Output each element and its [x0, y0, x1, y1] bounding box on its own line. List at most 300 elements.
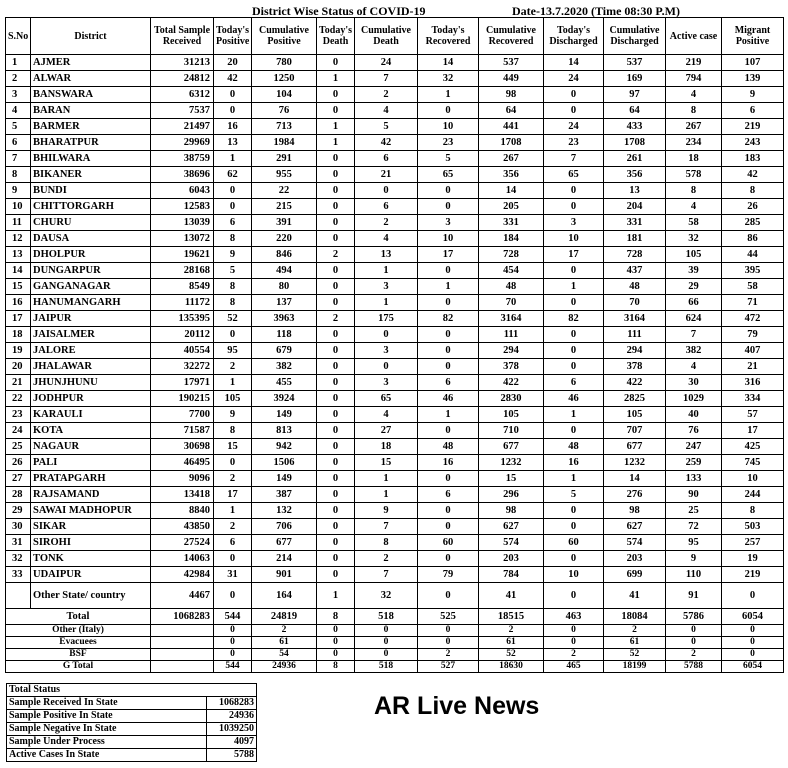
value-cell: 0	[544, 87, 604, 103]
serial-cell: 14	[6, 263, 31, 279]
value-cell: 574	[604, 535, 666, 551]
totals-label-cell: Total	[6, 609, 151, 625]
value-cell: 378	[479, 359, 544, 375]
value-cell: 15	[479, 471, 544, 487]
status-row	[7, 710, 257, 723]
status-value: 1039250	[207, 723, 257, 736]
value-cell: 0	[214, 583, 252, 609]
value-cell: 316	[722, 375, 784, 391]
table-row	[6, 71, 784, 87]
value-cell: 2830	[479, 391, 544, 407]
value-cell: 441	[479, 119, 544, 135]
totals-row	[6, 609, 784, 625]
table-body	[6, 55, 784, 673]
value-cell: 190215	[151, 391, 214, 407]
totals-value-cell	[151, 661, 214, 673]
value-cell: 21497	[151, 119, 214, 135]
value-cell: 65	[355, 391, 418, 407]
total-status-title: Total Status	[7, 684, 257, 697]
value-cell: 244	[722, 487, 784, 503]
value-cell: 2	[214, 359, 252, 375]
value-cell: 71587	[151, 423, 214, 439]
table-row	[6, 327, 784, 343]
value-cell: 205	[479, 199, 544, 215]
totals-value-cell: 2	[604, 625, 666, 637]
value-cell: 13072	[151, 231, 214, 247]
totals-value-cell: 0	[722, 637, 784, 649]
value-cell: 422	[479, 375, 544, 391]
district-cell: BHILWARA	[31, 151, 151, 167]
value-cell: 0	[418, 503, 479, 519]
value-cell: 2	[317, 247, 355, 263]
table-row	[6, 215, 784, 231]
value-cell: 169	[604, 71, 666, 87]
value-cell: 21	[722, 359, 784, 375]
value-cell: 28168	[151, 263, 214, 279]
value-cell: 39	[666, 263, 722, 279]
value-cell: 46495	[151, 455, 214, 471]
totals-value-cell: 0	[214, 649, 252, 661]
totals-value-cell: 52	[479, 649, 544, 661]
value-cell: 22	[252, 183, 317, 199]
value-cell: 378	[604, 359, 666, 375]
value-cell: 0	[418, 471, 479, 487]
status-label: Sample Positive In State	[7, 710, 207, 723]
serial-cell: 23	[6, 407, 31, 423]
value-cell: 627	[604, 519, 666, 535]
value-cell: 149	[252, 407, 317, 423]
value-cell: 331	[479, 215, 544, 231]
totals-row	[6, 637, 784, 649]
value-cell: 7	[666, 327, 722, 343]
table-row	[6, 247, 784, 263]
table-row	[6, 567, 784, 583]
district-cell: BIKANER	[31, 167, 151, 183]
value-cell: 677	[252, 535, 317, 551]
value-cell: 19621	[151, 247, 214, 263]
value-cell: 0	[317, 87, 355, 103]
value-cell: 4	[355, 231, 418, 247]
value-cell: 574	[479, 535, 544, 551]
totals-value-cell: 0	[214, 625, 252, 637]
value-cell: 391	[252, 215, 317, 231]
value-cell: 149	[252, 471, 317, 487]
value-cell: 285	[722, 215, 784, 231]
value-cell: 0	[418, 343, 479, 359]
value-cell: 0	[418, 551, 479, 567]
value-cell: 13039	[151, 215, 214, 231]
value-cell: 203	[604, 551, 666, 567]
totals-value-cell	[151, 637, 214, 649]
value-cell: 76	[666, 423, 722, 439]
value-cell: 6312	[151, 87, 214, 103]
value-cell: 111	[604, 327, 666, 343]
value-cell: 23	[418, 135, 479, 151]
value-cell: 17	[722, 423, 784, 439]
serial-cell: 32	[6, 551, 31, 567]
table-row	[6, 439, 784, 455]
totals-row	[6, 661, 784, 673]
value-cell: 494	[252, 263, 317, 279]
serial-cell: 13	[6, 247, 31, 263]
value-cell: 2	[214, 519, 252, 535]
value-cell: 12583	[151, 199, 214, 215]
value-cell: 137	[252, 295, 317, 311]
value-cell: 0	[317, 279, 355, 295]
value-cell: 6	[355, 199, 418, 215]
value-cell: 0	[418, 583, 479, 609]
value-cell: 728	[604, 247, 666, 263]
serial-cell: 12	[6, 231, 31, 247]
value-cell: 14	[604, 471, 666, 487]
value-cell: 537	[479, 55, 544, 71]
value-cell: 0	[317, 375, 355, 391]
column-header: Cumulative Discharged	[604, 18, 666, 55]
serial-cell: 19	[6, 343, 31, 359]
value-cell: 86	[722, 231, 784, 247]
district-cell: SIKAR	[31, 519, 151, 535]
totals-value-cell: 0	[317, 649, 355, 661]
value-cell: 17	[214, 487, 252, 503]
value-cell: 16	[214, 119, 252, 135]
serial-cell: 25	[6, 439, 31, 455]
status-label: Sample Under Process	[7, 736, 207, 749]
value-cell: 98	[604, 503, 666, 519]
table-row	[6, 119, 784, 135]
value-cell: 79	[722, 327, 784, 343]
totals-value-cell: 5788	[666, 661, 722, 673]
totals-value-cell	[151, 649, 214, 661]
column-header: Today's Death	[317, 18, 355, 55]
value-cell: 454	[479, 263, 544, 279]
district-cell: SAWAI MADHOPUR	[31, 503, 151, 519]
value-cell: 175	[355, 311, 418, 327]
value-cell: 0	[418, 423, 479, 439]
value-cell: 18	[666, 151, 722, 167]
value-cell: 32272	[151, 359, 214, 375]
value-cell: 334	[722, 391, 784, 407]
value-cell: 19	[722, 551, 784, 567]
value-cell: 7	[355, 567, 418, 583]
value-cell: 48	[418, 439, 479, 455]
serial-cell: 1	[6, 55, 31, 71]
value-cell: 13	[604, 183, 666, 199]
value-cell: 0	[544, 359, 604, 375]
value-cell: 0	[418, 359, 479, 375]
table-row	[6, 551, 784, 567]
value-cell: 135395	[151, 311, 214, 327]
value-cell: 0	[355, 183, 418, 199]
column-header: Cumulative Positive	[252, 18, 317, 55]
value-cell: 503	[722, 519, 784, 535]
totals-value-cell: 0	[317, 637, 355, 649]
value-cell: 0	[418, 295, 479, 311]
value-cell: 296	[479, 487, 544, 503]
value-cell: 455	[252, 375, 317, 391]
value-cell: 58	[666, 215, 722, 231]
district-cell: BARMER	[31, 119, 151, 135]
value-cell: 32	[666, 231, 722, 247]
value-cell: 1708	[479, 135, 544, 151]
value-cell: 4	[355, 103, 418, 119]
district-cell: BANSWARA	[31, 87, 151, 103]
value-cell: 0	[317, 343, 355, 359]
value-cell: 111	[479, 327, 544, 343]
value-cell: 0	[317, 183, 355, 199]
totals-value-cell: 525	[418, 609, 479, 625]
value-cell: 9	[214, 407, 252, 423]
value-cell: 276	[604, 487, 666, 503]
value-cell: 80	[252, 279, 317, 295]
value-cell: 6	[355, 151, 418, 167]
district-cell: CHITTORGARH	[31, 199, 151, 215]
value-cell: 259	[666, 455, 722, 471]
value-cell: 1	[544, 407, 604, 423]
totals-value-cell: 24819	[252, 609, 317, 625]
district-cell: JAISALMER	[31, 327, 151, 343]
value-cell: 3	[355, 375, 418, 391]
serial-cell: 29	[6, 503, 31, 519]
value-cell: 6	[418, 375, 479, 391]
value-cell: 3164	[604, 311, 666, 327]
value-cell: 76	[252, 103, 317, 119]
value-cell: 780	[252, 55, 317, 71]
value-cell: 0	[317, 407, 355, 423]
value-cell: 291	[252, 151, 317, 167]
value-cell: 0	[544, 519, 604, 535]
value-cell: 10	[418, 119, 479, 135]
value-cell: 0	[317, 567, 355, 583]
value-cell: 0	[544, 295, 604, 311]
table-row	[6, 455, 784, 471]
district-cell: ALWAR	[31, 71, 151, 87]
totals-value-cell: 2	[252, 625, 317, 637]
value-cell: 98	[479, 503, 544, 519]
value-cell: 31213	[151, 55, 214, 71]
serial-cell: 22	[6, 391, 31, 407]
value-cell: 257	[722, 535, 784, 551]
totals-value-cell: 1068283	[151, 609, 214, 625]
value-cell: 679	[252, 343, 317, 359]
table-row	[6, 407, 784, 423]
table-row	[6, 503, 784, 519]
value-cell: 710	[479, 423, 544, 439]
serial-cell: 24	[6, 423, 31, 439]
report-title: District Wise Status of COVID-19	[252, 4, 426, 18]
value-cell: 1	[418, 279, 479, 295]
value-cell: 20	[214, 55, 252, 71]
value-cell: 14	[418, 55, 479, 71]
totals-value-cell: 61	[252, 637, 317, 649]
value-cell: 578	[666, 167, 722, 183]
value-cell: 0	[317, 359, 355, 375]
value-cell: 16	[418, 455, 479, 471]
value-cell: 42984	[151, 567, 214, 583]
district-cell: PRATAPGARH	[31, 471, 151, 487]
column-header: Today's Discharged	[544, 18, 604, 55]
totals-value-cell: 0	[355, 625, 418, 637]
district-status-table	[5, 17, 784, 673]
value-cell: 0	[214, 199, 252, 215]
value-cell: 3164	[479, 311, 544, 327]
value-cell: 25	[666, 503, 722, 519]
value-cell: 537	[604, 55, 666, 71]
totals-value-cell: 0	[666, 637, 722, 649]
value-cell: 105	[604, 407, 666, 423]
value-cell: 219	[722, 119, 784, 135]
value-cell: 0	[418, 199, 479, 215]
value-cell: 10	[418, 231, 479, 247]
value-cell: 0	[722, 583, 784, 609]
status-value: 24936	[207, 710, 257, 723]
value-cell: 8549	[151, 279, 214, 295]
table-row	[6, 55, 784, 71]
table-row	[6, 167, 784, 183]
value-cell: 706	[252, 519, 317, 535]
totals-value-cell: 52	[604, 649, 666, 661]
serial-cell: 10	[6, 199, 31, 215]
status-label: Sample Negative In State	[7, 723, 207, 736]
totals-value-cell: 518	[355, 609, 418, 625]
value-cell: 44	[722, 247, 784, 263]
value-cell: 2	[214, 471, 252, 487]
totals-value-cell: 0	[355, 649, 418, 661]
value-cell: 8	[214, 295, 252, 311]
totals-value-cell: 0	[722, 625, 784, 637]
value-cell: 0	[214, 327, 252, 343]
column-header: Cumulative Death	[355, 18, 418, 55]
value-cell: 10	[544, 231, 604, 247]
value-cell: 27524	[151, 535, 214, 551]
value-cell: 1	[355, 487, 418, 503]
value-cell: 794	[666, 71, 722, 87]
value-cell: 7	[355, 519, 418, 535]
value-cell: 139	[722, 71, 784, 87]
value-cell: 64	[479, 103, 544, 119]
value-cell: 32	[418, 71, 479, 87]
serial-cell: 21	[6, 375, 31, 391]
value-cell: 745	[722, 455, 784, 471]
value-cell: 52	[214, 311, 252, 327]
value-cell: 1029	[666, 391, 722, 407]
value-cell: 0	[317, 215, 355, 231]
totals-row	[6, 649, 784, 661]
value-cell: 3	[355, 279, 418, 295]
value-cell: 294	[479, 343, 544, 359]
serial-cell: 20	[6, 359, 31, 375]
district-cell: JODHPUR	[31, 391, 151, 407]
value-cell: 2	[355, 215, 418, 231]
value-cell: 0	[418, 263, 479, 279]
value-cell: 267	[479, 151, 544, 167]
value-cell: 0	[317, 199, 355, 215]
value-cell: 97	[604, 87, 666, 103]
value-cell: 0	[317, 167, 355, 183]
serial-cell: 30	[6, 519, 31, 535]
value-cell: 6	[544, 375, 604, 391]
serial-cell: 31	[6, 535, 31, 551]
value-cell: 0	[418, 327, 479, 343]
totals-value-cell: 0	[355, 637, 418, 649]
value-cell: 0	[544, 343, 604, 359]
column-header: Active case	[666, 18, 722, 55]
table-row	[6, 279, 784, 295]
value-cell: 48	[544, 439, 604, 455]
value-cell: 1984	[252, 135, 317, 151]
value-cell: 66	[666, 295, 722, 311]
totals-label-cell: Other (Italy)	[6, 625, 151, 637]
value-cell: 247	[666, 439, 722, 455]
totals-value-cell: 18084	[604, 609, 666, 625]
value-cell: 48	[479, 279, 544, 295]
value-cell: 215	[252, 199, 317, 215]
value-cell: 0	[317, 519, 355, 535]
value-cell: 1	[418, 87, 479, 103]
value-cell: 356	[604, 167, 666, 183]
value-cell: 105	[479, 407, 544, 423]
serial-cell: 17	[6, 311, 31, 327]
value-cell: 14	[544, 55, 604, 71]
table-row	[6, 151, 784, 167]
table-row	[6, 343, 784, 359]
totals-value-cell: 518	[355, 661, 418, 673]
value-cell: 24	[355, 55, 418, 71]
value-cell: 90	[666, 487, 722, 503]
totals-label-cell: G Total	[6, 661, 151, 673]
brand-watermark: AR Live News	[374, 692, 540, 720]
value-cell: 5	[544, 487, 604, 503]
value-cell: 5	[214, 263, 252, 279]
value-cell: 11172	[151, 295, 214, 311]
value-cell: 42	[355, 135, 418, 151]
value-cell: 813	[252, 423, 317, 439]
status-label: Active Cases In State	[7, 749, 207, 762]
value-cell: 1	[355, 471, 418, 487]
district-cell: AJMER	[31, 55, 151, 71]
value-cell: 0	[317, 295, 355, 311]
value-cell: 0	[544, 183, 604, 199]
totals-value-cell: 5786	[666, 609, 722, 625]
value-cell: 41	[604, 583, 666, 609]
table-row	[6, 519, 784, 535]
value-cell: 64	[604, 103, 666, 119]
district-cell: NAGAUR	[31, 439, 151, 455]
district-cell: CHURU	[31, 215, 151, 231]
value-cell: 4	[355, 407, 418, 423]
value-cell: 0	[317, 455, 355, 471]
value-cell: 6	[418, 487, 479, 503]
serial-cell: 15	[6, 279, 31, 295]
value-cell: 0	[544, 199, 604, 215]
value-cell: 133	[666, 471, 722, 487]
totals-value-cell: 0	[418, 625, 479, 637]
district-cell: JHUNJHUNU	[31, 375, 151, 391]
table-row	[6, 231, 784, 247]
value-cell: 0	[418, 183, 479, 199]
serial-cell	[6, 583, 31, 609]
value-cell: 24812	[151, 71, 214, 87]
table-row	[6, 471, 784, 487]
value-cell: 41	[479, 583, 544, 609]
value-cell: 24	[544, 71, 604, 87]
value-cell: 0	[317, 471, 355, 487]
district-cell: SIROHI	[31, 535, 151, 551]
report-date: Date-13.7.2020 (Time 08:30 P.M)	[512, 4, 680, 18]
value-cell: 4	[666, 199, 722, 215]
totals-row	[6, 625, 784, 637]
value-cell: 1	[317, 119, 355, 135]
table-row	[6, 263, 784, 279]
